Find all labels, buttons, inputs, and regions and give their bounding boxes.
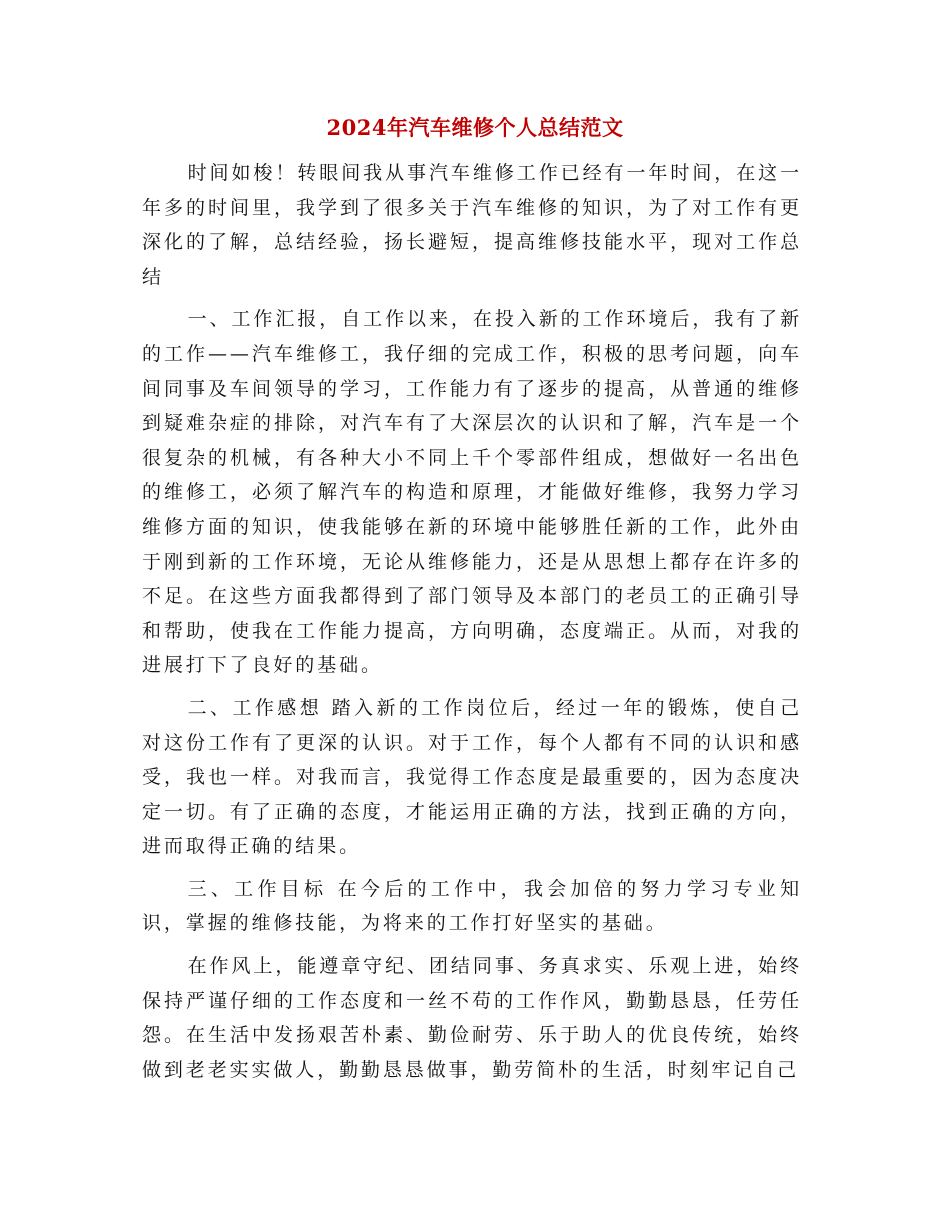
paragraph-work-thoughts: 二、工作感想 踏入新的工作岗位后，经过一年的锻炼，使自己对这份工作有了更深的认识。对于工作，每个人都有不同的认识和感受，我也一样。对我而言，我觉得工作态度是最重要的，因为态度决定一切。有了正确的态度，才能运用正确的方法，找到正确的方向，进而取得正确的结果。 [142, 696, 802, 858]
paragraph-work-goals: 三、工作目标 在今后的工作中，我会加倍的努力学习专业知识，掌握的维修技能，为将来的工作打好坚实的基础。 [142, 877, 802, 935]
document-title: 2024年汽车维修个人总结范文 [326, 115, 624, 140]
document-body [142, 156, 802, 1095]
paragraph-work-report: 一、工作汇报，自工作以来，在投入新的工作环境后，我有了新的工作——汽车维修工，我仔细的完成工作，积极的思考问题，向车间同事及车间领导的学习，工作能力有了逐步的提高，从普通的维修到疑难杂症的排除，对汽车有了大深层次的认识和了解，汽车是一个很复杂的机械，有各种大小不同上千个零部件组成，想做好一名出色的维修工，必须了解汽车的构造和原理，才能做好维修，我努力学习维修方面的知识，使我能够在新的环境中能够胜任新的工作，此外由于刚到新的工作环境，无论从维修能力，还是从思想上都存在许多的不足。在这些方面我都得到了部门领导及本部门的老员工的正确引导和帮助，使我在工作能力提高，方向明确，态度端正。从而，对我的进展打下了良好的基础。 [142, 308, 802, 677]
paragraph-intro: 时间如梭！转眼间我从事汽车维修工作已经有一年时间，在这一年多的时间里，我学到了很多关于汽车维修的知识，为了对工作有更深化的了解，总结经验，扬长避短，提高维修技能水平，现对工作总结 [142, 162, 802, 288]
paragraph-work-style: 在作风上，能遵章守纪、团结同事、务真求实、乐观上进，始终保持严谨仔细的工作态度和一丝不苟的工作作风，勤勤恳恳，任劳任怨。在生活中发扬艰苦朴素、勤俭耐劳、乐于助人的优良传统，始终做到老老实实做人，勤勤恳恳做事，勤劳简朴的生活，时刻牢记自己 [142, 955, 802, 1081]
